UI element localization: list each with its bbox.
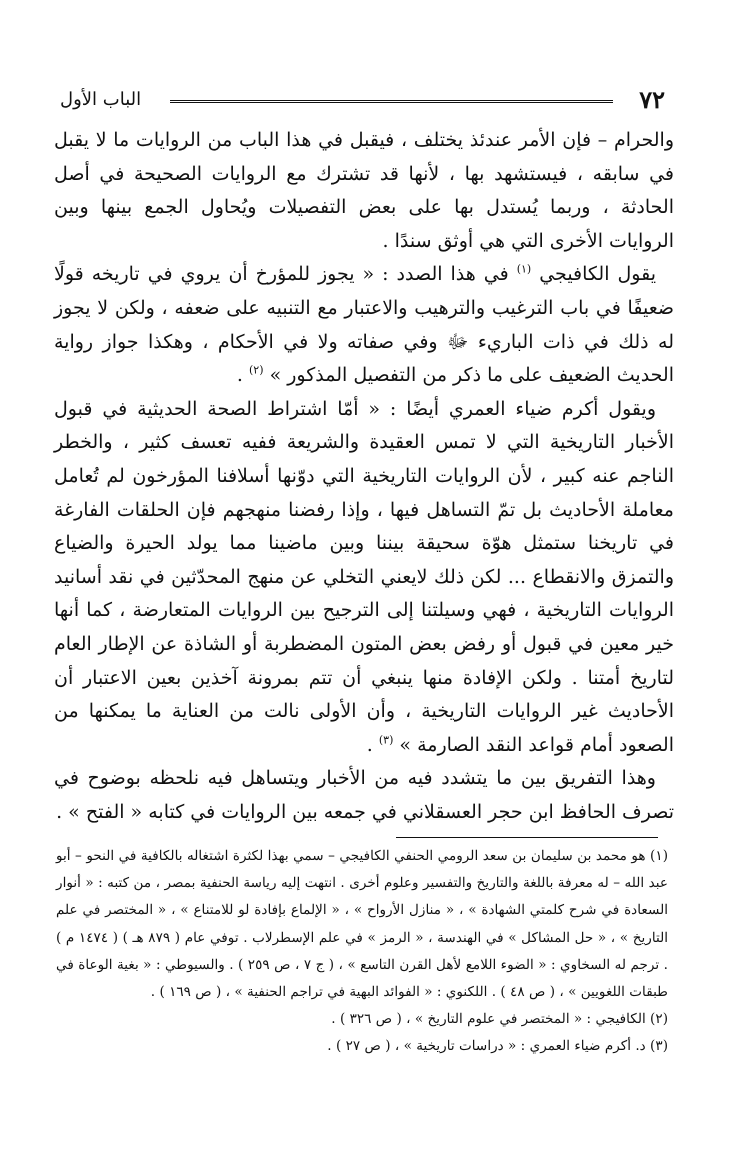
footnote-ref-3: (٣) <box>378 733 394 747</box>
paragraph-conclusion: وهذا التفريق بين ما يتشدد فيه من الأخبار ويتساهل فيه نلحظه بوضوح في تصرف الحافظ ابن حجر العسقلاني في جمعه بين الروايات في كتابه « الفتح » . <box>54 767 674 823</box>
footnote-2: (٢) الكافيجي : « المختصر في علوم التاريخ » ، ( ص ٣٢٦ ) . <box>331 1011 668 1028</box>
paragraph-text: يقول الكافيجي <box>539 263 656 286</box>
footnotes <box>56 843 668 1061</box>
header-rule <box>170 100 613 103</box>
footnote-1: (١) هو محمد بن سليمان بن سعد الرومي الحنفي الكافيجي – سمي بهذا لكثرة اشتغاله بالكافية في النحو – أبو عبد الله – له معرفة باللغة والتاريخ والتفسير وعلوم أخرى . انتهت إليه رياسة الحنفية بمصر ، من كتبه : « أنوار السعادة في شرح كلمتي الشهادة » ، « منازل الأرواح » ، « الإلماع بإفادة لو للامتناع » ، « المختصر في علم التاريخ » ، « حل المشاكل » في الهندسة ، « الرمز » في علم الإسطرلاب . توفي عام ( ٨٧٩ هـ ) ( ١٤٧٤ م ) . ترجم له السخاوي : « الضوء اللامع لأهل القرن التاسع » ، ( ج ٧ ، ص ٢٥٩ ) . والسيوطي : « بغية الوعاة في طبقات اللغويين » ، ( ص ٤٨ ) . اللكنوي : « الفوائد البهية في تراجم الحنفية » ، ( ص ١٦٩ ) . <box>56 848 668 1001</box>
footnote-ref-1: (١) <box>516 263 532 277</box>
running-header <box>60 86 665 116</box>
paragraph-text: في هذا الصدد : « يجوز للمؤرخ أن يروي في تاريخه قولًا ضعيفًا في باب الترغيب والترهيب والاعتبار مع التنبيه على ضعفه ، ولكن لا يجوز له ذلك في ذات الباريء ﷻ وفي صفاته ولا في الأحكام ، وهكذا جواز رواية الحديث الضعيف على ما ذكر من التفصيل المذكور » <box>54 263 674 387</box>
paragraph-continuation: والحرام – فإن الأمر عندئذ يختلف ، فيقبل في هذا الباب من الروايات ما لا يقبل في سابقه ، فيستشهد بها ، لأنها قد تشترك مع الروايات الصحيحة في أصل الحادثة ، وربما يُستدل بها على بعض التفصيلات ويُحاول الجمع بينها وبين الروايات الأخرى التي هي أوثق سندًا . <box>54 129 674 252</box>
main-text <box>54 124 674 829</box>
footnote-3: (٣) د. أكرم ضياء العمري : « دراسات تاريخية » ، ( ص ٢٧ ) . <box>327 1038 668 1055</box>
paragraph-end: . <box>236 364 249 387</box>
paragraph-end: . <box>366 733 379 756</box>
paragraph-umari-quote <box>54 393 674 763</box>
footnote-ref-2: (٢) <box>249 363 264 377</box>
paragraph-text: ويقول أكرم ضياء العمري أيضًا : « أمّا اشتراط الصحة الحديثية في قبول الأخبار التاريخية التي لا تمس العقيدة والشريعة ففيه تعسف كثير ، والخطر الناجم عنه كبير ، لأن الروايات التاريخية التي دوّنها أسلافنا المؤرخون لم تُعامل معاملة الأحاديث بل تمّ التساهل فيها ، وإذا رفضنا منهجهم فإن الحلقات الفارغة في تاريخنا ستمثل هوّة سحيقة بيننا وبين ماضينا مما يولد الحيرة والضياع والتمزق والانقطاع ... لكن ذلك لايعني التخلي عن منهج المحدّثين في نقد أسانيد الروايات التاريخية ، فهي وسيلتنا إلى الترجيح بين الروايات المتعارضة ، كما أنها خير معين في قبول أو رفض بعض المتون المضطربة أو الشاذة عن الإطار العام لتاريخ أمتنا . ولكن الإفادة منها ينبغي أن تتم بمرونة آخذين بعين الاعتبار أن الأحاديث غير الروايات التاريخية ، وأن الأولى نالت من العناية ما يمكنها من الصعود أمام قواعد النقد الصارمة » <box>54 397 674 756</box>
page-number: ٧٢ <box>639 85 665 114</box>
chapter-title: الباب الأول <box>60 89 142 110</box>
footnote-separator <box>396 837 658 838</box>
paragraph-kafiji-quote <box>54 258 674 392</box>
